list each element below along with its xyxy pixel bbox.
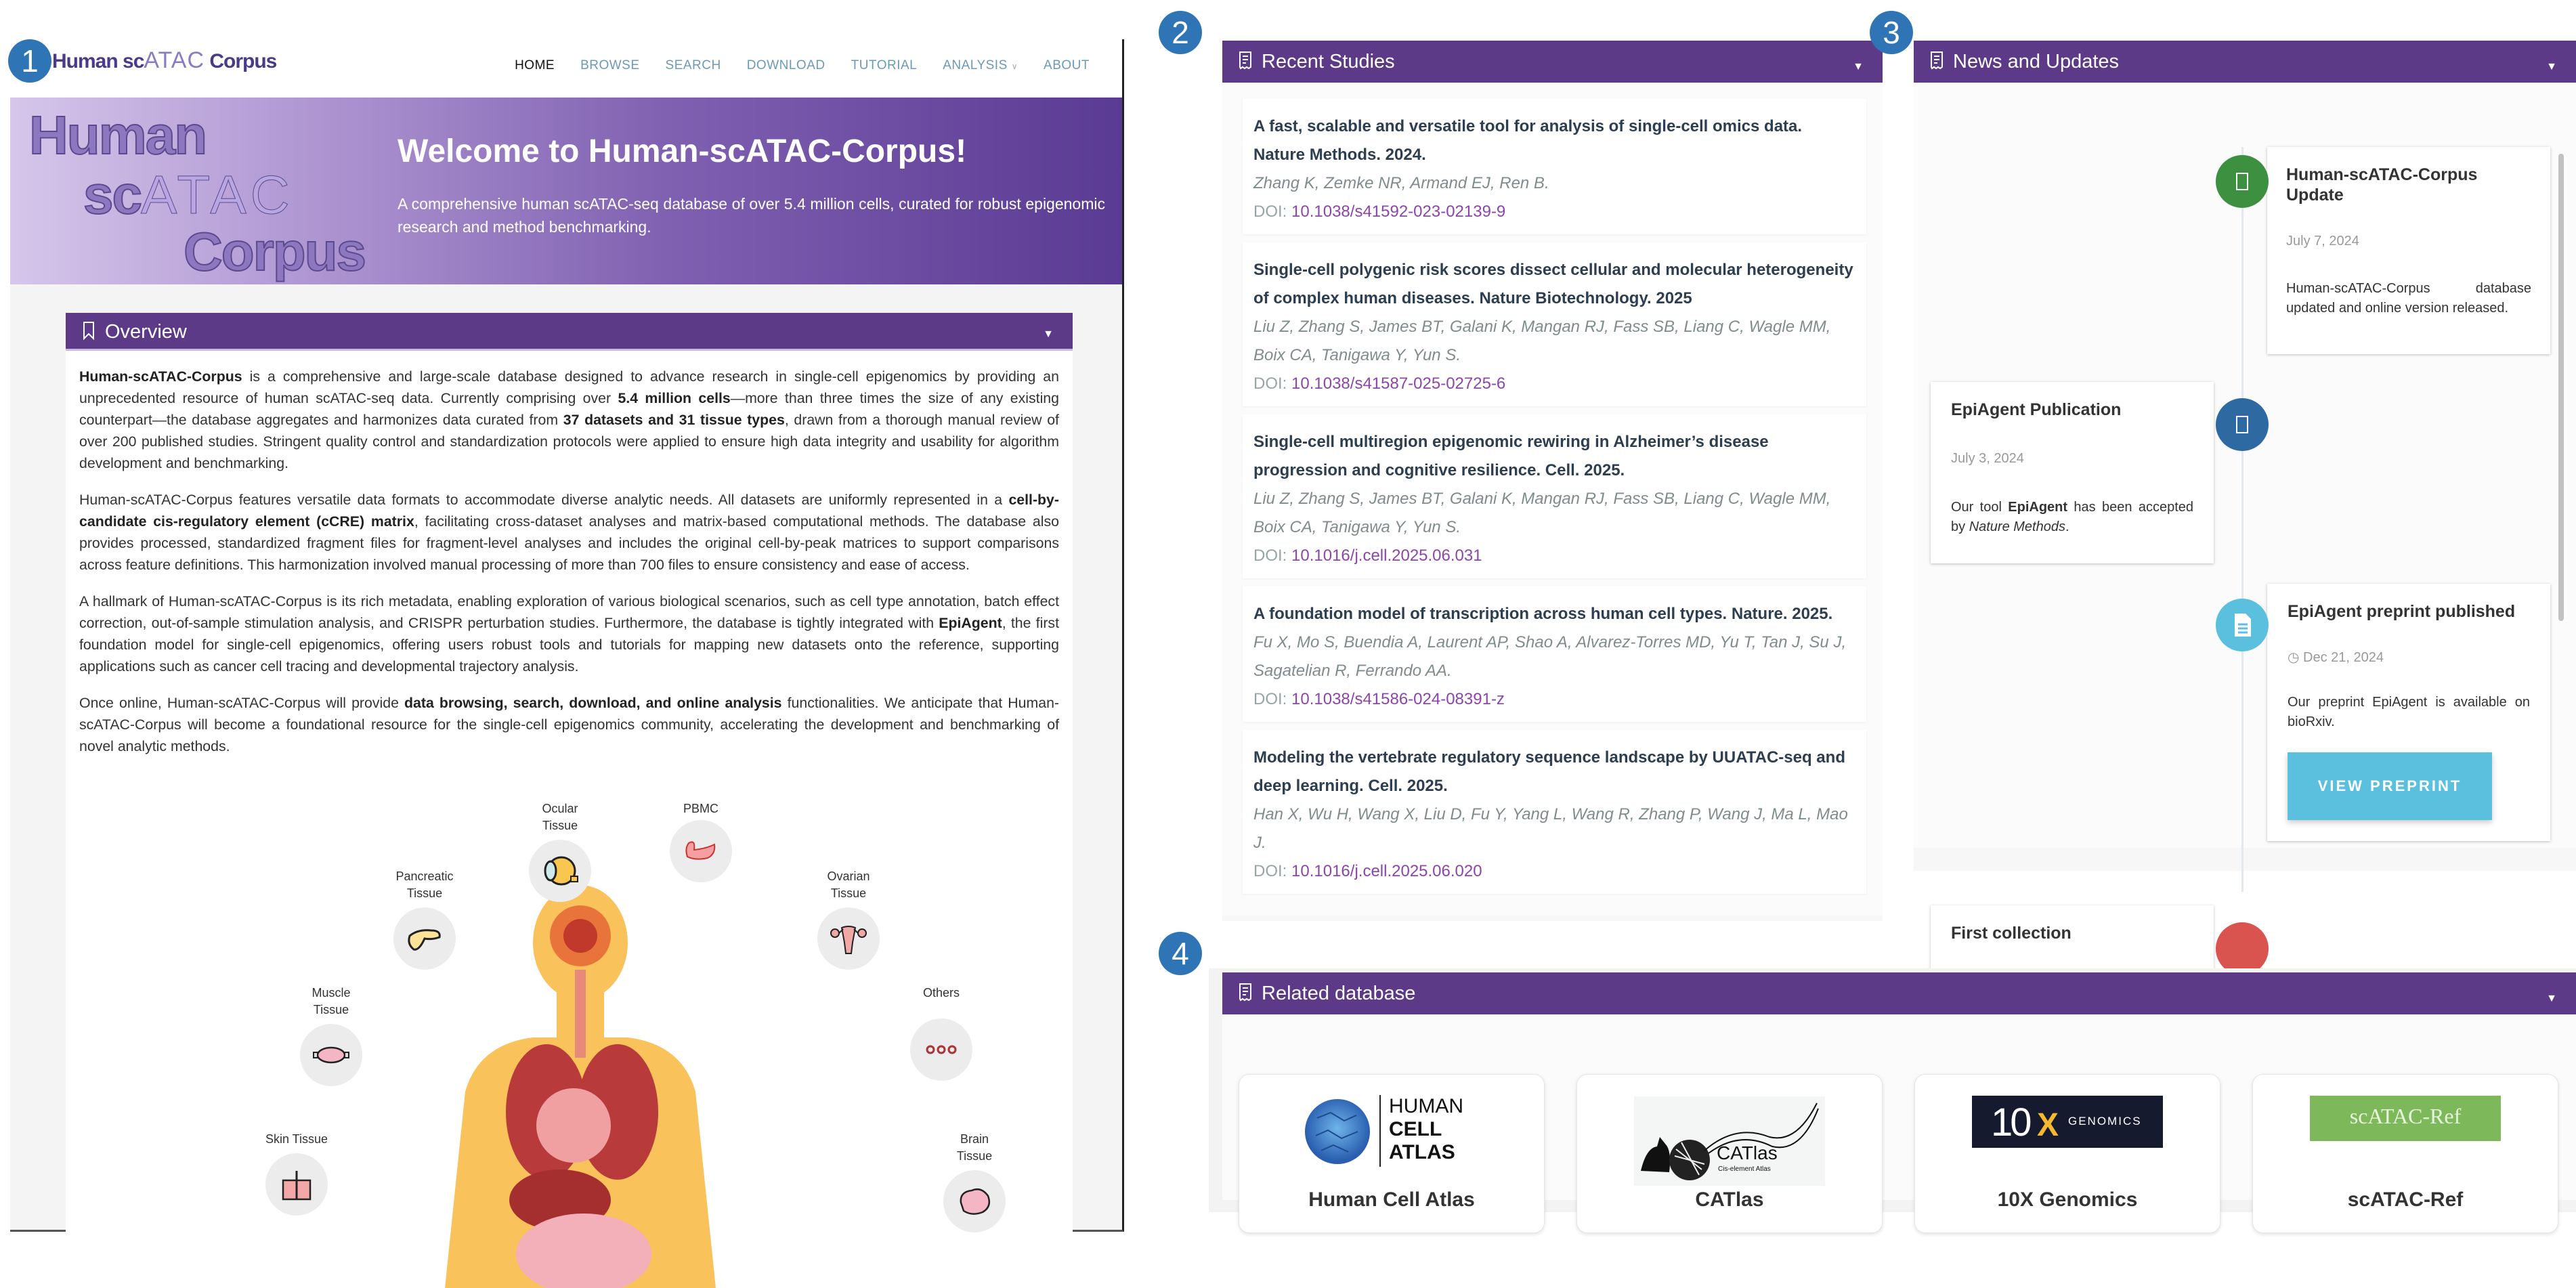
news-item	[1931, 382, 2214, 563]
welcome-title: Welcome to Human-scATAC-Corpus!	[398, 133, 967, 169]
db-card-10x-genomics[interactable]	[1914, 1074, 2220, 1233]
tissue-label: PBMC	[683, 802, 718, 815]
nav-analysis-wrap[interactable]	[943, 58, 1018, 73]
news-item-title: EpiAgent preprint published	[2288, 602, 2516, 621]
text-bold: cell-by-candidate cis-regulatory element (cCRE) matrix	[79, 492, 1059, 530]
catlas-logo	[1634, 1096, 1825, 1186]
logo-line: HUMAN	[1389, 1095, 1463, 1117]
text-bold: 37 datasets and 31 tissue types	[563, 412, 785, 428]
news-item-date	[2288, 649, 2530, 666]
annotation-badge-4: 4	[1159, 932, 1202, 975]
tissue-others[interactable]	[897, 985, 985, 1081]
cell-sphere-icon	[1304, 1098, 1371, 1165]
overview-paragraph-4	[79, 692, 1059, 757]
text: , facilitating cross-dataset analyses and matrix-based computational methods. The database also provides processed, standardized fragment files for fragment-level analyses and includes the original cell-by-peak matrices to support comparisons across feature definitions. This harmonization involved manual processing of more than 700 files to ensure consistency and ease of access.	[79, 513, 1060, 573]
tissue-label: Brain	[960, 1132, 989, 1146]
bookmark-icon	[82, 321, 95, 340]
study-authors: Fu X, Mo S, Buendia A, Laurent AP, Shao A, Alvarez-Torres MD, Yu T, Tan J, Su J, Sagatelian R, Ferrando AA.	[1253, 633, 1847, 680]
uterus-icon	[817, 907, 880, 970]
logo-text: 10	[1991, 1100, 2030, 1144]
study-authors: Zhang K, Zemke NR, Armand EJ, Ren B.	[1253, 174, 1549, 192]
study-title: Single-cell polygenic risk scores dissect cellular and molecular heterogeneity of complex human diseases. Nature Biotechnology. 2025	[1253, 261, 1853, 307]
news-item-title: Human-scATAC-Corpus Update	[2286, 165, 2478, 205]
missing-glyph-icon	[2236, 173, 2248, 190]
text: —more than three times the size of any existing counterpart—the database aggregates and harmonizes data curated from	[79, 390, 1059, 428]
text: Human-scATAC-Corpus features versatile data formats to accommodate diverse analytic needs. All datasets are uniformly represented in a	[79, 492, 1009, 508]
text-italic: Nature Methods	[1969, 519, 2065, 534]
welcome-tagline: A comprehensive human scATAC-seq database of over 5.4 million cells, curated for robust epigenomic research and method benchmarking.	[398, 195, 1105, 236]
clock-icon: ◷	[2288, 650, 2304, 665]
study-item	[1243, 414, 1866, 578]
tissue-label: Tissue	[542, 819, 578, 832]
db-card-name: Human Cell Atlas	[1308, 1188, 1475, 1211]
receipt-icon	[1239, 983, 1252, 1002]
news-timeline	[1914, 83, 2576, 943]
tissue-skin[interactable]	[253, 1131, 341, 1216]
tissue-label: Tissue	[956, 1149, 993, 1163]
view-preprint-button[interactable]: VIEW PREPRINT	[2288, 752, 2492, 820]
nav-search[interactable]: SEARCH	[665, 58, 721, 72]
overview-panel	[66, 313, 1073, 1261]
text: Once online, Human-scATAC-Corpus will provide	[79, 695, 405, 711]
news-item-body: Our preprint EpiAgent is available on bioRxiv.	[2288, 695, 2530, 729]
news-dot-update	[2216, 155, 2269, 208]
news-dot-preprint	[2216, 599, 2269, 651]
pancreas-icon	[393, 907, 456, 970]
doi-link[interactable]: 10.1016/j.cell.2025.06.031	[1291, 546, 1482, 565]
overview-paragraph-2	[79, 489, 1059, 576]
logo-divider	[1379, 1095, 1381, 1167]
10x-genomics-logo	[1972, 1096, 2163, 1148]
text: is a comprehensive and large-scale database designed to advance research in single-cell epigenomics by providing an unprecedented resource of human scATAC-seq data. Currently comprising over	[79, 368, 1059, 406]
caret-down-icon[interactable]: ▼	[2546, 993, 2557, 1004]
date-text: Dec 21, 2024	[2303, 650, 2384, 665]
study-item	[1243, 730, 1866, 894]
logo-subtext: GENOMICS	[2068, 1115, 2142, 1128]
nav-download[interactable]: DOWNLOAD	[746, 58, 825, 72]
text: functionalities. We anticipate that Human-scATAC-Corpus will become a foundational resource for the single-cell epigenomics community, accelerating the development and benchmarking of novel analytic methods.	[79, 695, 1060, 754]
banner-logo-atac: ATAC	[140, 165, 294, 225]
db-card-human-cell-atlas[interactable]	[1239, 1074, 1545, 1233]
study-title: Modeling the vertebrate regulatory sequence landscape by UUATAC-seq and deep learning. Cell. 2025.	[1253, 748, 1845, 795]
study-item	[1243, 242, 1866, 406]
study-authors: Liu Z, Zhang S, James BT, Galani K, Mangan RJ, Fass SB, Liang C, Wagle MM, Boix CA, Tanigawa Y, Yun S.	[1253, 318, 1831, 364]
study-title: Single-cell multiregion epigenomic rewiring in Alzheimer’s disease progression and cognitive resilience. Cell. 2025.	[1253, 433, 1769, 479]
related-database-body	[1222, 1014, 2576, 1211]
doi-link[interactable]: 10.1016/j.cell.2025.06.020	[1291, 862, 1482, 880]
doi-label: DOI:	[1253, 374, 1292, 393]
news-item-title: First collection	[1951, 924, 2071, 943]
related-database-header[interactable]	[1222, 972, 2576, 1014]
logo-x: X	[2037, 1107, 2059, 1143]
banner-logo-sc: sc	[83, 165, 141, 225]
news-item	[2267, 147, 2550, 354]
tissue-label: Tissue	[406, 886, 443, 900]
logo-text-corpus: Corpus	[205, 50, 277, 72]
db-card-name: 10X Genomics	[1997, 1188, 2138, 1211]
tissue-label: Tissue	[830, 886, 867, 900]
doi-label: DOI:	[1253, 862, 1292, 880]
nav-home[interactable]: HOME	[515, 58, 555, 72]
homepage-screenshot	[10, 39, 1124, 1232]
db-card-scatac-ref[interactable]	[2252, 1074, 2558, 1233]
news-dot-collection	[2216, 922, 2269, 975]
banner-logo	[29, 104, 381, 280]
news-item-body: Human-scATAC-Corpus database updated and online version released.	[2286, 281, 2531, 316]
recent-studies-panel	[1222, 41, 1883, 921]
news-item-title: EpiAgent Publication	[1951, 400, 2122, 419]
doi-link[interactable]: 10.1038/s41587-025-02725-6	[1291, 374, 1506, 393]
text-bold: EpiAgent	[939, 615, 1002, 631]
news-header[interactable]	[1914, 41, 2576, 83]
study-authors: Liu Z, Zhang S, James BT, Galani K, Mangan RJ, Fass SB, Liang C, Wagle MM, Boix CA, Tanigawa Y, Yun S.	[1253, 490, 1831, 536]
receipt-icon	[1239, 51, 1252, 70]
logo-text: CATlas	[1717, 1142, 1778, 1163]
annotation-badge-2: 2	[1159, 11, 1202, 54]
top-navbar	[10, 39, 1122, 98]
recent-studies-title: Recent Studies	[1262, 51, 1395, 72]
doi-link[interactable]: 10.1038/s41592-023-02139-9	[1291, 202, 1506, 221]
doi-label: DOI:	[1253, 546, 1292, 565]
study-title: A fast, scalable and versatile tool for analysis of single-cell omics data. Nature Methods. 2024.	[1253, 117, 1803, 164]
tissue-pancreatic[interactable]	[381, 868, 469, 970]
chevron-down-icon: ∨	[1011, 62, 1018, 71]
text: Our tool	[1951, 500, 2009, 515]
banner-logo-scatac	[83, 164, 293, 226]
text: , drawn from a thorough manual review of over 200 published studies. Stringent quality control and standardization protocols were applied to ensure high data integrity and usability for algorithm development and benchmarking.	[79, 412, 1059, 471]
more-icon	[910, 1018, 972, 1081]
tissue-label: Pancreatic	[395, 870, 454, 883]
annotation-badge-1: 1	[8, 39, 51, 83]
db-card-catlas[interactable]	[1576, 1074, 1883, 1233]
text: has been accepted by	[1951, 500, 2193, 534]
text-bold: data browsing, search, download, and online analysis	[404, 695, 782, 711]
tissue-label: Ovarian	[827, 870, 870, 883]
study-authors: Han X, Wu H, Wang X, Liu D, Fu Y, Yang L, Wang R, Zhang P, Wang J, Ma L, Mao J.	[1253, 805, 1848, 852]
study-item	[1243, 586, 1866, 722]
file-icon	[2216, 599, 2269, 651]
tissue-ovarian[interactable]	[804, 868, 893, 970]
missing-glyph-icon	[2236, 416, 2248, 433]
study-doi	[1253, 542, 1855, 570]
doi-label: DOI:	[1253, 690, 1292, 708]
news-panel	[1914, 41, 2576, 943]
text-bold: EpiAgent	[2008, 500, 2068, 515]
tissue-label: Skin Tissue	[265, 1132, 328, 1146]
tissue-muscle[interactable]	[287, 985, 375, 1086]
text: A hallmark of Human-scATAC-Corpus is its rich metadata, enabling exploration of various biological scenarios, such as cell type annotation, batch effect correction, out-of-sample stimulation analysis, and CRISPR perturbation studies. Furthermore, the database is tightly integrated with	[79, 593, 1059, 631]
study-item	[1243, 99, 1866, 234]
news-item-date: July 7, 2024	[2286, 234, 2359, 249]
logo-subtext: Cis-element Atlas	[1718, 1165, 1771, 1173]
banner-logo-corpus: Corpus	[184, 221, 365, 282]
tissue-label: Muscle	[312, 986, 351, 1000]
db-card-name: scATAC-Ref	[2347, 1188, 2464, 1211]
tissue-body-diagram	[66, 800, 1073, 1274]
brain-icon	[943, 1170, 1006, 1232]
doi-link[interactable]: 10.1038/s41586-024-08391-z	[1291, 690, 1505, 708]
scrollbar[interactable]	[2558, 154, 2564, 621]
news-item	[2267, 584, 2550, 841]
tissue-pbmc[interactable]	[657, 800, 745, 882]
tissue-label: Ocular	[542, 802, 578, 815]
receipt-icon	[1930, 51, 1944, 70]
nav-browse[interactable]: BROWSE	[580, 58, 640, 72]
news-item-body	[1951, 498, 2193, 537]
related-database-title: Related database	[1262, 983, 1416, 1004]
study-title: A foundation model of transcription across human cell types. Nature. 2025.	[1253, 605, 1833, 623]
recent-studies-list	[1222, 83, 1883, 916]
tissue-brain[interactable]	[930, 1131, 1018, 1232]
text-bold: 5.4 million cells	[618, 390, 731, 406]
study-doi	[1253, 857, 1855, 886]
scatac-ref-logo	[2310, 1096, 2501, 1141]
study-doi	[1253, 685, 1855, 714]
tissue-label: Others	[922, 986, 960, 1000]
nav-about[interactable]: ABOUT	[1044, 58, 1090, 72]
logo-text-human: Human sc	[52, 50, 144, 72]
logo-line: CELL	[1389, 1118, 1442, 1140]
logo-line: ATLAS	[1389, 1141, 1455, 1163]
news-dot-publication	[2216, 398, 2269, 451]
text-bold: Human-scATAC-Corpus	[79, 368, 242, 385]
text: .	[2065, 519, 2069, 534]
tissue-label: Tissue	[313, 1003, 349, 1016]
logo-text	[1389, 1095, 1463, 1164]
tissue-ocular[interactable]	[516, 800, 604, 902]
nav-analysis[interactable]: ANALYSIS	[943, 58, 1008, 72]
study-doi	[1253, 198, 1855, 226]
caret-down-icon[interactable]: ▼	[2546, 61, 2557, 72]
annotation-badge-3: 3	[1870, 11, 1913, 54]
news-item-date: July 3, 2024	[1951, 451, 2024, 466]
muscle-icon	[300, 1024, 362, 1086]
hero-banner	[10, 98, 1122, 284]
news-title: News and Updates	[1953, 51, 2120, 72]
logo-text: scATAC-Ref	[2349, 1104, 2462, 1128]
overview-title: Overview	[105, 321, 187, 343]
text: , the first foundation model for single-cell epigenomics, offering users robust tools and tutorials for mapping new datasets onto the reference, supporting applications such as cancer cell tracing and developmental trajectory analysis.	[79, 615, 1059, 674]
nav-tutorial[interactable]: TUTORIAL	[851, 58, 918, 72]
human-cell-atlas-logo	[1304, 1095, 1480, 1169]
skin-icon	[265, 1153, 328, 1216]
recent-studies-header[interactable]	[1222, 41, 1883, 83]
study-doi	[1253, 370, 1855, 398]
db-card-name: CATlas	[1695, 1188, 1764, 1211]
human-body-illustration	[438, 888, 723, 1288]
caret-down-icon[interactable]: ▼	[1043, 328, 1054, 340]
related-database-panel	[1209, 968, 2576, 1212]
eye-icon	[529, 840, 591, 902]
overview-paragraph-3	[79, 591, 1059, 677]
timeline-line	[2241, 147, 2244, 892]
overview-header[interactable]	[66, 313, 1073, 351]
doi-label: DOI:	[1253, 202, 1292, 221]
caret-down-icon[interactable]: ▼	[1853, 61, 1864, 72]
overview-paragraph-1	[79, 366, 1059, 474]
site-logo[interactable]	[52, 47, 276, 74]
banner-logo-human: Human	[29, 105, 207, 165]
main-nav	[515, 58, 1090, 73]
overview-body	[66, 351, 1073, 757]
logo-text-atac: ATAC	[144, 47, 205, 73]
blood-cell-icon	[670, 820, 732, 882]
